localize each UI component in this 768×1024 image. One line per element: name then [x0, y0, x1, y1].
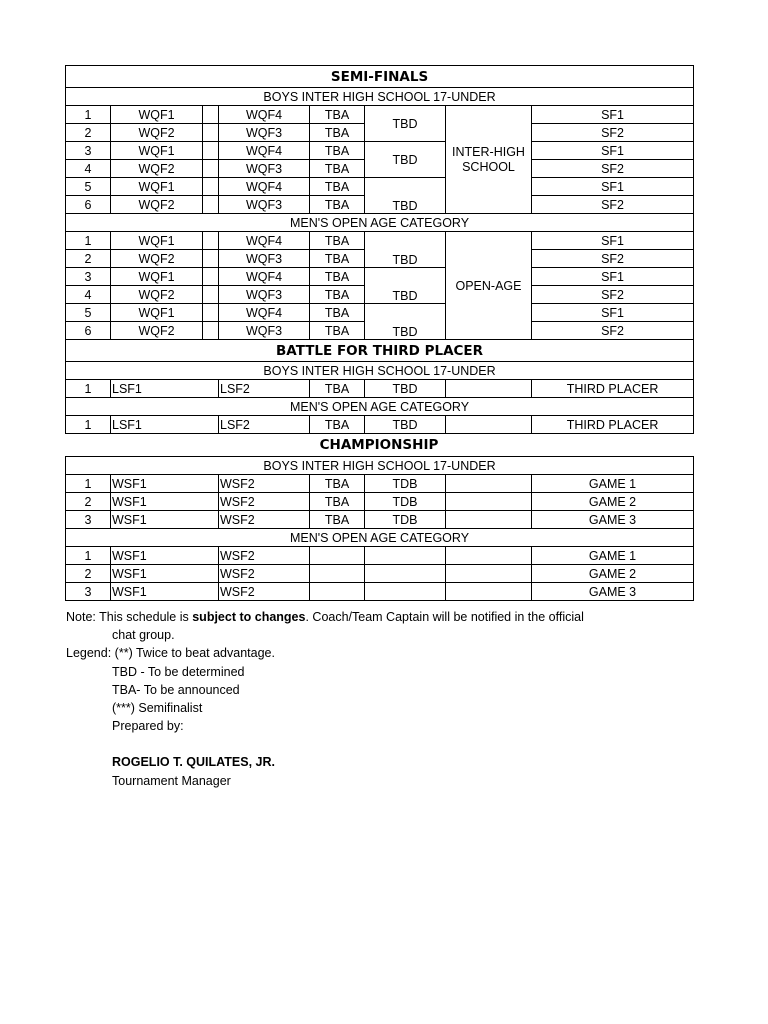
match-date: TBD: [365, 142, 446, 178]
championship-table: [65, 456, 694, 601]
team-b: WQF4: [219, 232, 310, 250]
match-time: [310, 547, 365, 565]
match-result: THIRD PLACER: [532, 416, 694, 434]
table-row: [66, 416, 694, 434]
match-time: TBA: [310, 416, 365, 434]
signatory-name: ROGELIO T. QUILATES, JR.: [112, 755, 275, 770]
venue-cell: [446, 547, 532, 565]
match-number: 3: [66, 142, 111, 160]
section-title: SEMI-FINALS: [66, 66, 694, 88]
team-b: WQF3: [219, 196, 310, 214]
schedule-sheet: [65, 65, 693, 601]
venue-label: INTER-HIGH SCHOOL: [452, 144, 525, 174]
table-row: [66, 232, 694, 250]
legend-line: [66, 644, 706, 662]
match-result: GAME 2: [532, 493, 694, 511]
team-a: WSF1: [111, 475, 219, 493]
match-date: [365, 583, 446, 601]
team-a: WSF1: [111, 583, 219, 601]
match-result: SF2: [532, 124, 694, 142]
team-b: WQF4: [219, 304, 310, 322]
note-continuation: chat group.: [112, 628, 175, 643]
team-b: LSF2: [219, 416, 310, 434]
match-date: TBD: [365, 380, 446, 398]
match-result: GAME 3: [532, 583, 694, 601]
blank-line: [66, 735, 706, 753]
match-number: 3: [66, 268, 111, 286]
match-date: TDB: [365, 493, 446, 511]
team-b: WQF4: [219, 268, 310, 286]
match-time: TBA: [310, 142, 365, 160]
match-date: TBD: [365, 268, 446, 304]
team-b: WSF2: [219, 565, 310, 583]
match-time: TBA: [310, 178, 365, 196]
match-number: 1: [66, 106, 111, 124]
match-result: SF2: [532, 322, 694, 340]
match-result: SF2: [532, 250, 694, 268]
team-b: WQF3: [219, 322, 310, 340]
team-b: WQF3: [219, 160, 310, 178]
notes-block: [66, 608, 706, 790]
team-a: WQF2: [111, 286, 203, 304]
match-result: THIRD PLACER: [532, 380, 694, 398]
spacer-cell: [203, 232, 219, 250]
match-result: SF1: [532, 178, 694, 196]
spacer-cell: [203, 250, 219, 268]
team-b: WQF4: [219, 178, 310, 196]
note-emphasis: subject to changes: [192, 610, 306, 624]
note-text: . Coach/Team Captain will be notified in the official: [305, 610, 584, 624]
venue-cell: [446, 493, 532, 511]
match-date: TDB: [365, 511, 446, 529]
table-row: [66, 178, 694, 196]
match-number: 6: [66, 322, 111, 340]
team-b: WSF2: [219, 511, 310, 529]
match-time: TBA: [310, 124, 365, 142]
match-date: TBD: [365, 178, 446, 214]
legend-item: TBD - To be determined: [112, 664, 245, 679]
match-time: TBA: [310, 380, 365, 398]
team-b: WSF2: [219, 493, 310, 511]
team-b: WSF2: [219, 547, 310, 565]
team-a: LSF1: [111, 416, 219, 434]
match-result: SF2: [532, 286, 694, 304]
match-number: 2: [66, 250, 111, 268]
section-title: BATTLE FOR THIRD PLACER: [66, 340, 694, 362]
note-text: Note: This schedule is: [66, 610, 193, 624]
match-result: GAME 1: [532, 547, 694, 565]
match-time: TBA: [310, 304, 365, 322]
match-number: 1: [66, 547, 111, 565]
venue-label: OPEN-AGE: [455, 278, 522, 293]
category-header: BOYS INTER HIGH SCHOOL 17-UNDER: [66, 362, 694, 380]
match-date: [365, 565, 446, 583]
team-b: LSF2: [219, 380, 310, 398]
team-a: WQF1: [111, 106, 203, 124]
table-row: [66, 142, 694, 160]
venue-cell: [446, 475, 532, 493]
legend-item: (***) Semifinalist: [112, 701, 203, 716]
match-time: TBA: [310, 511, 365, 529]
match-result: SF1: [532, 142, 694, 160]
venue-cell: [446, 416, 532, 434]
team-a: WQF2: [111, 124, 203, 142]
venue-cell: [446, 565, 532, 583]
team-a: LSF1: [111, 380, 219, 398]
team-b: WQF4: [219, 106, 310, 124]
team-b: WQF4: [219, 142, 310, 160]
spacer-cell: [203, 142, 219, 160]
table-row: [66, 511, 694, 529]
team-a: WQF1: [111, 232, 203, 250]
team-a: WSF1: [111, 547, 219, 565]
match-result: SF2: [532, 160, 694, 178]
spacer-cell: [203, 286, 219, 304]
team-a: WSF1: [111, 493, 219, 511]
match-result: SF1: [532, 304, 694, 322]
section-title: CHAMPIONSHIP: [319, 437, 439, 453]
match-result: GAME 3: [532, 511, 694, 529]
table-row: [66, 547, 694, 565]
category-header: MEN'S OPEN AGE CATEGORY: [66, 214, 694, 232]
match-number: 4: [66, 160, 111, 178]
table-row: [66, 268, 694, 286]
team-a: WSF1: [111, 565, 219, 583]
match-time: TBA: [310, 160, 365, 178]
team-b: WQF3: [219, 250, 310, 268]
category-header: MEN'S OPEN AGE CATEGORY: [66, 529, 694, 547]
schedule-note: [66, 608, 706, 626]
spacer-cell: [203, 304, 219, 322]
match-number: 3: [66, 511, 111, 529]
team-a: WQF1: [111, 268, 203, 286]
team-a: WQF2: [111, 160, 203, 178]
team-a: WQF1: [111, 178, 203, 196]
team-a: WQF2: [111, 250, 203, 268]
spacer-cell: [203, 160, 219, 178]
prepared-by-label: Prepared by:: [112, 719, 184, 734]
spacer-cell: [203, 178, 219, 196]
match-number: 1: [66, 380, 111, 398]
spacer-cell: [203, 322, 219, 340]
legend-item: TBA- To be announced: [112, 682, 240, 697]
match-number: 5: [66, 178, 111, 196]
category-header: BOYS INTER HIGH SCHOOL 17-UNDER: [66, 457, 694, 475]
venue-cell: [446, 511, 532, 529]
match-result: GAME 1: [532, 475, 694, 493]
match-result: GAME 2: [532, 565, 694, 583]
team-a: WQF1: [111, 142, 203, 160]
spacer-cell: [203, 124, 219, 142]
match-date: TBD: [365, 304, 446, 340]
venue-cell: [446, 106, 532, 214]
match-time: TBA: [310, 286, 365, 304]
match-time: TBA: [310, 196, 365, 214]
match-result: SF2: [532, 196, 694, 214]
team-b: WSF2: [219, 583, 310, 601]
match-number: 1: [66, 475, 111, 493]
match-number: 5: [66, 304, 111, 322]
legend-label: Legend:: [66, 646, 115, 661]
venue-cell: [446, 232, 532, 340]
signatory-title: Tournament Manager: [112, 773, 231, 788]
match-number: 2: [66, 124, 111, 142]
team-b: WSF2: [219, 475, 310, 493]
match-number: 1: [66, 416, 111, 434]
team-a: WQF1: [111, 304, 203, 322]
team-b: WQF3: [219, 124, 310, 142]
match-date: [365, 547, 446, 565]
match-date: TBD: [365, 106, 446, 142]
team-a: WQF2: [111, 196, 203, 214]
match-number: 2: [66, 565, 111, 583]
table-row: [66, 304, 694, 322]
team-a: WQF2: [111, 322, 203, 340]
match-time: TBA: [310, 250, 365, 268]
category-header: BOYS INTER HIGH SCHOOL 17-UNDER: [66, 88, 694, 106]
table-row: [66, 565, 694, 583]
table-row: [66, 583, 694, 601]
spacer-cell: [203, 196, 219, 214]
match-result: SF1: [532, 268, 694, 286]
match-time: [310, 583, 365, 601]
match-date: TBD: [365, 232, 446, 268]
table-row: [66, 493, 694, 511]
match-time: TBA: [310, 493, 365, 511]
table-row: [66, 475, 694, 493]
match-number: 3: [66, 583, 111, 601]
team-a: WSF1: [111, 511, 219, 529]
match-time: TBA: [310, 106, 365, 124]
match-time: TBA: [310, 475, 365, 493]
legend-item: (**) Twice to beat advantage.: [114, 646, 275, 661]
spacer-cell: [203, 268, 219, 286]
match-time: TBA: [310, 322, 365, 340]
match-time: TBA: [310, 232, 365, 250]
match-result: SF1: [532, 232, 694, 250]
venue-cell: [446, 583, 532, 601]
match-date: TDB: [365, 475, 446, 493]
match-time: [310, 565, 365, 583]
semi-finals-table: [65, 65, 694, 434]
table-row: [66, 380, 694, 398]
match-number: 4: [66, 286, 111, 304]
category-header: MEN'S OPEN AGE CATEGORY: [66, 398, 694, 416]
match-number: 6: [66, 196, 111, 214]
venue-cell: [446, 380, 532, 398]
match-time: TBA: [310, 268, 365, 286]
team-b: WQF3: [219, 286, 310, 304]
match-number: 2: [66, 493, 111, 511]
match-result: SF1: [532, 106, 694, 124]
match-date: TBD: [365, 416, 446, 434]
match-number: 1: [66, 232, 111, 250]
table-row: [66, 106, 694, 124]
spacer-cell: [203, 106, 219, 124]
